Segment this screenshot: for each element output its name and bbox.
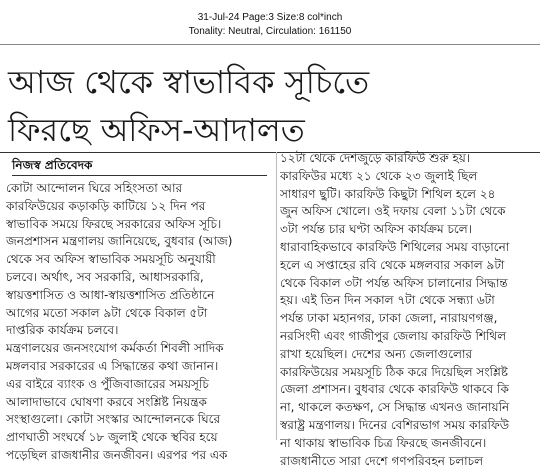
body-line: ১২টা থেকে দেশজুড়ে কারফিউ শুরু হয়। xyxy=(280,151,471,165)
body-line: পড়েছিল রাজধানীর জনজীবন। এরপর পর এক xyxy=(6,447,228,462)
column-divider xyxy=(276,152,277,440)
body-line: রাখা হয়েছিল। দেশের অন্য জেলাগুলোর xyxy=(280,346,473,361)
body-line: কারফিউর মধ্যে ২১ থেকে ২৩ জুলাই ছিল xyxy=(280,168,478,183)
body-line: সংস্থাগুলো। কোটা সংস্কার আন্দোলনকে ঘিরে xyxy=(6,412,221,427)
body-line: নরসিংদী এবং গাজীপুর জেলায় কারফিউ শিথিল xyxy=(280,328,507,343)
body-line: থেকে বিকাল ৩টা পর্যন্ত অফিস চালানোর সিদ্ধান্ত xyxy=(280,275,508,290)
body-line: স্বায়ত্তশাসিত ও আধা-স্বায়ত্তশাসিত প্রতিষ্ঠানে xyxy=(6,287,215,302)
body-line: স্বরাষ্ট্র মন্ত্রণালয়। দিনের বেশিরভাগ সময় কারফিউ xyxy=(280,417,510,432)
divider xyxy=(12,175,267,176)
body-line: কারফিউয়ের সময়সূচি ঠিক করে দিয়েছিল সংশ্লিষ্ট xyxy=(280,364,508,379)
byline: নিজস্ব প্রতিবেদক xyxy=(12,158,93,172)
masthead-fragment xyxy=(0,0,540,8)
body-line: চলবে। অর্থাৎ, সব সরকারি, আধাসরকারি, xyxy=(6,269,204,284)
body-line: কোটা আন্দোলন ঘিরে সহিংসতা আর xyxy=(6,181,183,195)
body-line: কারফিউয়ের কড়াকড়ি কাটিয়ে ১২ দিন পর xyxy=(6,198,206,213)
article-column-right xyxy=(280,150,535,470)
body-line: দাপ্তরিক কার্যক্রম চলবে। xyxy=(6,323,119,338)
body-line: পর্যন্ত ঢাকা মহানগর, ঢাকা জেলা, নারায়ণগঞ্জ, xyxy=(280,311,498,326)
headline-line: আজ থেকে স্বাভাবিক সূচিতে xyxy=(8,63,370,101)
article-column-left xyxy=(6,180,274,465)
body-line: না থাকায় স্বাভাবিক চিত্র ফিরছে জনজীবনে। xyxy=(280,435,487,450)
body-line: আগের মতো সকাল ৯টা থেকে বিকাল ৫টা xyxy=(6,305,208,320)
clipping-meta-line: 31-Jul-24 Page:3 Size:8 col*inch xyxy=(197,12,343,23)
body-line: মঙ্গলবার সরকারের এ সিদ্ধান্তের কথা জানান। xyxy=(6,358,219,373)
body-line: ৩টা পর্যন্ত চার ঘণ্টা অফিস কার্যক্রম চলে। xyxy=(280,222,472,237)
body-line: হলে এ সপ্তাহের রবি থেকে মঙ্গলবার সকাল ৯টা xyxy=(280,257,505,272)
body-line: জেলা প্রশাসন। বুধবার থেকে কারফিউ থাকবে কি xyxy=(280,382,509,397)
body-line: থেকে সব অফিস স্বাভাবিক সময়সূচি অনুযায়ী xyxy=(6,252,216,267)
body-line: এর বাইরে ব্যাংক ও পুঁজিবাজারের সময়সূচি xyxy=(6,376,209,391)
divider xyxy=(0,44,540,45)
body-line: হয়। এই তিন দিন সকাল ৭টা থেকে সন্ধ্যা ৬টা xyxy=(280,293,495,308)
body-line: আলাদাভাবে ঘোষণা করবে সংশ্লিষ্ট নিয়ন্ত্রক xyxy=(6,394,207,409)
article-headline xyxy=(8,58,533,154)
body-line: না, থাকলে কতক্ষণ, সে সিদ্ধান্ত এখনও জানায়নি xyxy=(280,400,510,415)
body-line: স্বাভাবিক সময়ে ফিরছে সরকারের অফিস সূচি। xyxy=(6,216,222,231)
body-line: জনপ্রশাসন মন্ত্রণালয় জানিয়েছে, বুধবার (আজ) xyxy=(6,234,233,249)
body-line: মন্ত্রণালয়ের জনসংযোগ কর্মকর্তা শিবলী সাদিক xyxy=(6,341,224,356)
body-line: ধারাবাহিকভাবে কারফিউ শিথিলের সময় বাড়ানো xyxy=(280,239,510,254)
body-line: প্রাণঘাতী সংঘর্ষে ১৮ জুলাই থেকে স্থবির হয়ে xyxy=(6,430,218,445)
clipping-tonality-line: Tonality: Neutral, Circulation: 161150 xyxy=(188,26,352,37)
body-line: রাজধানীতে সারা দেশে গণপরিবহন চলাচল xyxy=(280,453,484,468)
body-line: সাধারণ ছুটি। কারফিউ কিছুটা শিথিল হলে ২৪ xyxy=(280,186,496,201)
headline-line: ফিরছে অফিস-আদালত xyxy=(8,111,305,149)
body-line: জুন অফিস খোলে। ওই দফায় বেলা ১১টা থেকে xyxy=(280,204,506,219)
